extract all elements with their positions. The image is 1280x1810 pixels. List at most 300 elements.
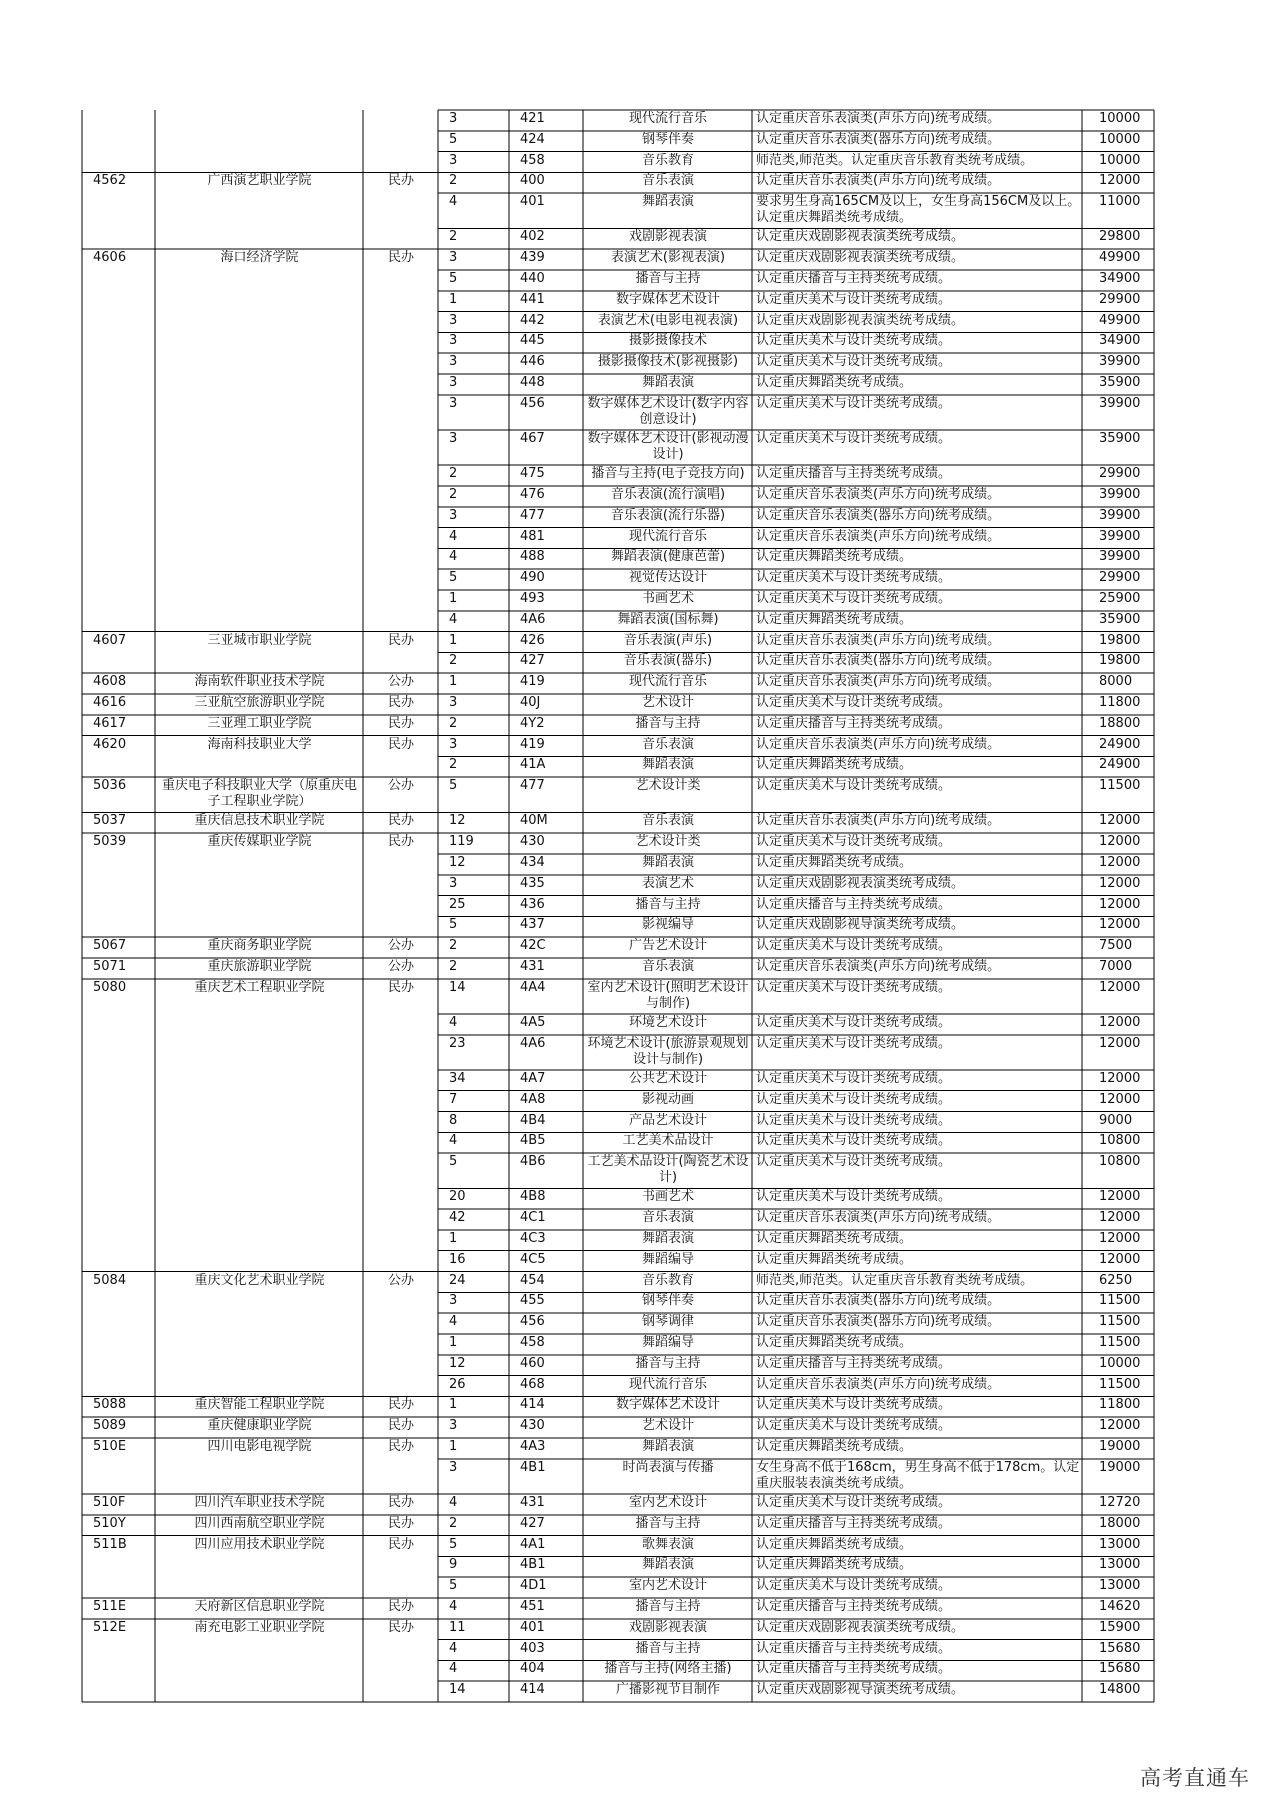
admission-note: 认定重庆戏剧影视表演类统考成绩。 xyxy=(756,875,965,891)
major-name: 舞蹈表演 xyxy=(641,757,694,773)
school-type: 民办 xyxy=(387,736,414,752)
tuition-fee: 12000 xyxy=(1099,1189,1141,1205)
plan-count: 2 xyxy=(449,757,458,773)
plan-count: 2 xyxy=(449,173,458,189)
tuition-fee: 12000 xyxy=(1099,173,1141,189)
admission-note: 认定重庆美术与设计类统考成绩。 xyxy=(756,1035,952,1051)
major-code: 41A xyxy=(520,757,546,773)
major-name: 舞蹈表演 xyxy=(641,1557,694,1573)
plan-count: 9 xyxy=(449,1557,458,1573)
plan-count: 3 xyxy=(449,1418,458,1434)
admission-note: 认定重庆美术与设计类统考成绩。 xyxy=(756,1578,952,1594)
plan-count: 2 xyxy=(449,466,458,482)
school-name: 广西演艺职业学院 xyxy=(207,173,312,189)
school-type: 民办 xyxy=(387,173,414,189)
plan-count: 1 xyxy=(449,1334,458,1350)
plan-count: 4 xyxy=(449,528,458,544)
major-code: 421 xyxy=(520,111,545,126)
tuition-fee: 49900 xyxy=(1099,250,1141,266)
school-code: 5089 xyxy=(93,1418,127,1434)
tuition-fee: 12000 xyxy=(1099,834,1141,850)
plan-count: 2 xyxy=(449,486,458,502)
major-name: 舞蹈表演 xyxy=(641,1230,694,1246)
tuition-fee: 19000 xyxy=(1099,1459,1141,1475)
school-code: 510F xyxy=(93,1494,126,1510)
school-type: 民办 xyxy=(387,813,414,829)
major-name: 室内艺术设计 xyxy=(628,1578,707,1594)
major-name: 音乐表演(流行演唱) xyxy=(610,486,726,502)
major-code: 458 xyxy=(520,1334,545,1350)
tuition-fee: 39900 xyxy=(1099,395,1141,411)
major-code: 4B6 xyxy=(520,1154,546,1170)
school-code: 4620 xyxy=(93,736,127,752)
major-name: 舞蹈表演 xyxy=(641,1438,694,1454)
school-type: 民办 xyxy=(387,1598,414,1614)
tuition-fee: 10800 xyxy=(1099,1133,1141,1149)
tuition-fee: 12000 xyxy=(1099,1418,1141,1434)
major-code: 477 xyxy=(520,778,545,794)
school-name: 重庆信息技术职业学院 xyxy=(194,813,325,829)
major-name: 影视动画 xyxy=(641,1091,694,1107)
major-code: 4C5 xyxy=(520,1251,546,1267)
tuition-fee: 14800 xyxy=(1099,1682,1141,1698)
school-type: 民办 xyxy=(387,694,414,710)
major-name: 戏剧影视表演 xyxy=(628,1619,707,1635)
major-name: 钢琴伴奏 xyxy=(641,131,694,147)
major-name: 工艺美术品设计(陶瓷艺术设计) xyxy=(587,1154,749,1186)
major-name: 播音与主持 xyxy=(635,1598,701,1614)
admission-note: 要求男生身高165CM及以上，女生身高156CM及以上。认定重庆舞蹈类统考成绩。 xyxy=(756,194,1081,226)
tuition-fee: 24900 xyxy=(1099,736,1141,752)
major-name: 艺术设计 xyxy=(641,1418,694,1434)
admission-note: 认定重庆戏剧影视表演类统考成绩。 xyxy=(756,1619,965,1635)
plan-count: 1 xyxy=(449,674,458,690)
school-code: 5080 xyxy=(93,979,127,995)
major-name: 室内艺术设计(照明艺术设计与制作) xyxy=(587,979,749,1011)
major-code: 490 xyxy=(520,570,545,586)
major-name: 广播影视节目制作 xyxy=(615,1682,720,1698)
admission-note: 认定重庆音乐表演类(声乐方向)统考成绩。 xyxy=(756,111,1001,126)
major-name: 产品艺术设计 xyxy=(628,1112,707,1128)
plan-count: 4 xyxy=(449,1661,458,1677)
tuition-fee: 15680 xyxy=(1099,1640,1141,1656)
tuition-fee: 12000 xyxy=(1099,1091,1141,1107)
plan-count: 4 xyxy=(449,549,458,565)
major-name: 公共艺术设计 xyxy=(628,1070,707,1086)
admission-note: 认定重庆美术与设计类统考成绩。 xyxy=(756,979,952,995)
major-code: 448 xyxy=(520,375,545,391)
major-code: 402 xyxy=(520,229,545,245)
plan-count: 14 xyxy=(449,1682,466,1698)
admission-note: 认定重庆音乐表演类(器乐方向)统考成绩。 xyxy=(756,131,1001,147)
major-code: 401 xyxy=(520,194,545,210)
school-type: 民办 xyxy=(387,715,414,731)
school-name: 重庆智能工程职业学院 xyxy=(194,1397,325,1413)
tuition-fee: 35900 xyxy=(1099,430,1141,446)
school-name: 重庆商务职业学院 xyxy=(207,938,312,954)
plan-count: 2 xyxy=(449,1515,458,1531)
tuition-fee: 11500 xyxy=(1099,778,1141,794)
plan-count: 5 xyxy=(449,778,458,794)
major-name: 表演艺术(电影电视表演) xyxy=(597,312,739,328)
major-code: 40M xyxy=(520,813,548,829)
major-code: 4A6 xyxy=(520,611,546,627)
admission-note: 认定重庆音乐表演类(器乐方向)统考成绩。 xyxy=(756,1293,1001,1309)
tuition-fee: 15680 xyxy=(1099,1661,1141,1677)
tuition-fee: 39900 xyxy=(1099,528,1141,544)
tuition-fee: 39900 xyxy=(1099,354,1141,370)
tuition-fee: 12720 xyxy=(1099,1494,1141,1510)
tuition-fee: 11500 xyxy=(1099,1293,1141,1309)
major-name: 环境艺术设计 xyxy=(628,1014,707,1030)
admission-note: 女生身高不低于168cm，男生身高不低于178cm。认定重庆服装表演类统考成绩。 xyxy=(756,1459,1080,1491)
major-name: 音乐表演 xyxy=(641,1210,694,1226)
major-code: 426 xyxy=(520,632,545,648)
admission-note: 认定重庆播音与主持类统考成绩。 xyxy=(756,466,952,482)
admission-note: 认定重庆美术与设计类统考成绩。 xyxy=(756,778,952,794)
school-type: 公办 xyxy=(387,938,414,954)
major-name: 表演艺术(影视表演) xyxy=(610,250,726,266)
tuition-fee: 13000 xyxy=(1099,1557,1141,1573)
major-name: 钢琴伴奏 xyxy=(641,1293,694,1309)
major-name: 现代流行音乐 xyxy=(628,528,707,544)
tuition-fee: 12000 xyxy=(1099,875,1141,891)
tuition-fee: 19800 xyxy=(1099,653,1141,669)
admission-note: 认定重庆播音与主持类统考成绩。 xyxy=(756,1515,952,1531)
plan-count: 1 xyxy=(449,1438,458,1454)
tuition-fee: 11500 xyxy=(1099,1376,1141,1392)
admission-note: 认定重庆美术与设计类统考成绩。 xyxy=(756,694,952,710)
tuition-fee: 12000 xyxy=(1099,854,1141,870)
major-name: 播音与主持 xyxy=(635,896,701,912)
tuition-fee: 29900 xyxy=(1099,291,1141,307)
school-type: 公办 xyxy=(387,1272,414,1288)
plan-count: 3 xyxy=(449,250,458,266)
school-code: 510E xyxy=(93,1438,127,1454)
major-code: 4Y2 xyxy=(520,715,545,731)
plan-count: 5 xyxy=(449,270,458,286)
major-name: 现代流行音乐 xyxy=(628,1376,707,1392)
plan-count: 12 xyxy=(449,1355,466,1371)
school-code xyxy=(83,111,155,131)
major-code: 4A3 xyxy=(520,1438,546,1454)
school-type: 民办 xyxy=(387,632,414,648)
admission-note: 认定重庆播音与主持类统考成绩。 xyxy=(756,1355,952,1371)
plan-count: 20 xyxy=(449,1189,466,1205)
major-code: 468 xyxy=(520,1376,545,1392)
tuition-fee: 39900 xyxy=(1099,549,1141,565)
admission-note: 认定重庆音乐表演类(器乐方向)统考成绩。 xyxy=(756,1314,1001,1330)
tuition-fee: 34900 xyxy=(1099,270,1141,286)
admission-note: 认定重庆舞蹈类统考成绩。 xyxy=(756,1438,913,1454)
school-name: 重庆旅游职业学院 xyxy=(207,959,312,974)
admission-note: 认定重庆美术与设计类统考成绩。 xyxy=(756,395,952,411)
school-type: 公办 xyxy=(387,674,414,690)
major-code: 476 xyxy=(520,486,545,502)
major-name: 摄影摄像技术(影视摄影) xyxy=(597,354,739,370)
school-code: 510Y xyxy=(93,1515,126,1531)
school-code: 4617 xyxy=(93,715,127,731)
major-name: 播音与主持 xyxy=(635,270,701,286)
school-type: 民办 xyxy=(387,1418,414,1434)
major-code: 4A7 xyxy=(520,1070,546,1086)
school-code: 4562 xyxy=(93,173,127,189)
school-code: 511E xyxy=(93,1598,127,1614)
tuition-fee: 39900 xyxy=(1099,507,1141,523)
school-name: 南充电影工业职业学院 xyxy=(194,1619,325,1635)
major-code: 441 xyxy=(520,291,545,307)
major-name: 音乐表演(声乐) xyxy=(623,632,713,648)
school-code: 5071 xyxy=(93,959,127,974)
major-name: 现代流行音乐 xyxy=(628,674,707,690)
plan-count: 14 xyxy=(449,979,466,995)
tuition-fee: 18800 xyxy=(1099,715,1141,731)
admission-note: 认定重庆音乐表演类(器乐方向)统考成绩。 xyxy=(756,653,1001,669)
admission-note: 认定重庆播音与主持类统考成绩。 xyxy=(756,270,952,286)
major-name: 音乐表演 xyxy=(641,173,694,189)
plan-count: 1 xyxy=(449,1397,458,1413)
admission-note: 认定重庆美术与设计类统考成绩。 xyxy=(756,1189,952,1205)
plan-count: 12 xyxy=(449,813,466,829)
major-code: 439 xyxy=(520,250,545,266)
admission-note: 认定重庆音乐表演类(声乐方向)统考成绩。 xyxy=(756,173,1001,189)
admission-note: 认定重庆戏剧影视表演类统考成绩。 xyxy=(756,312,965,328)
admission-note: 认定重庆舞蹈类统考成绩。 xyxy=(756,375,913,391)
major-name: 室内艺术设计 xyxy=(628,1494,707,1510)
tuition-fee: 10000 xyxy=(1099,1355,1141,1371)
tuition-fee: 11500 xyxy=(1099,1334,1141,1350)
admission-note: 认定重庆播音与主持类统考成绩。 xyxy=(756,1640,952,1656)
tuition-fee: 19800 xyxy=(1099,632,1141,648)
major-name: 时尚表演与传播 xyxy=(622,1459,714,1475)
plan-count: 12 xyxy=(449,854,466,870)
major-name: 播音与主持 xyxy=(635,1515,701,1531)
major-code: 451 xyxy=(520,1598,545,1614)
major-name: 数字媒体艺术设计 xyxy=(615,291,720,307)
tuition-fee: 12000 xyxy=(1099,917,1141,933)
admission-note: 认定重庆音乐表演类(声乐方向)统考成绩。 xyxy=(756,674,1001,690)
plan-count: 4 xyxy=(449,1598,458,1614)
major-code: 431 xyxy=(520,959,545,974)
major-name: 视觉传达设计 xyxy=(628,570,707,586)
major-code: 42C xyxy=(520,938,546,954)
school-name: 三亚理工职业学院 xyxy=(207,715,312,731)
school-type: 民办 xyxy=(387,1619,414,1635)
major-code: 435 xyxy=(520,875,545,891)
major-name: 书画艺术 xyxy=(641,590,694,606)
admission-note: 师范类,师范类。认定重庆音乐教育类统考成绩。 xyxy=(756,1272,1034,1288)
plan-count: 3 xyxy=(449,875,458,891)
major-name: 歌舞表演 xyxy=(641,1536,694,1552)
admission-note: 认定重庆美术与设计类统考成绩。 xyxy=(756,570,952,586)
major-code: 4A1 xyxy=(520,1536,546,1552)
major-name: 环境艺术设计(旅游景观规划设计与制作) xyxy=(587,1035,749,1067)
school-code: 512E xyxy=(93,1619,127,1635)
plan-count: 4 xyxy=(449,1640,458,1656)
major-code: 437 xyxy=(520,917,545,933)
admission-note: 认定重庆舞蹈类统考成绩。 xyxy=(756,1230,913,1246)
major-name: 音乐表演 xyxy=(641,813,694,829)
major-name: 音乐教育 xyxy=(641,1272,694,1288)
major-name: 舞蹈编导 xyxy=(641,1334,694,1350)
plan-count: 26 xyxy=(449,1376,466,1392)
tuition-fee: 13000 xyxy=(1099,1536,1141,1552)
plan-count: 4 xyxy=(449,611,458,627)
major-code: 446 xyxy=(520,354,545,370)
plan-count: 5 xyxy=(449,1578,458,1594)
admission-note: 认定重庆舞蹈类统考成绩。 xyxy=(756,1536,913,1552)
admission-note: 认定重庆美术与设计类统考成绩。 xyxy=(756,1112,952,1128)
tuition-fee: 10000 xyxy=(1099,131,1141,147)
tuition-fee: 29800 xyxy=(1099,229,1141,245)
admission-note: 认定重庆播音与主持类统考成绩。 xyxy=(756,896,952,912)
major-code: 4B5 xyxy=(520,1133,546,1149)
plan-count: 42 xyxy=(449,1210,466,1226)
major-code: 4B1 xyxy=(520,1459,546,1475)
major-code: 456 xyxy=(520,1314,545,1330)
school-type: 民办 xyxy=(387,1397,414,1413)
tuition-fee: 29900 xyxy=(1099,466,1141,482)
admission-note: 认定重庆美术与设计类统考成绩。 xyxy=(756,1091,952,1107)
tuition-fee: 12000 xyxy=(1099,1014,1141,1030)
major-name: 音乐教育 xyxy=(641,152,694,168)
tuition-fee: 11000 xyxy=(1099,194,1141,210)
major-name: 现代流行音乐 xyxy=(628,111,707,126)
tuition-fee: 14620 xyxy=(1099,1598,1141,1614)
major-name: 播音与主持(电子竞技方向) xyxy=(591,466,745,482)
school-name: 重庆传媒职业学院 xyxy=(207,834,312,850)
major-code: 414 xyxy=(520,1682,545,1698)
tuition-fee: 12000 xyxy=(1099,979,1141,995)
major-code: 4B1 xyxy=(520,1557,546,1573)
admission-note: 认定重庆美术与设计类统考成绩。 xyxy=(756,834,952,850)
major-code: 440 xyxy=(520,270,545,286)
school-name: 四川西南航空职业学院 xyxy=(194,1515,325,1531)
admission-note: 认定重庆美术与设计类统考成绩。 xyxy=(756,430,952,446)
school-type: 公办 xyxy=(387,959,414,974)
major-name: 钢琴调律 xyxy=(641,1314,694,1330)
major-code: 454 xyxy=(520,1272,545,1288)
plan-count: 4 xyxy=(449,1014,458,1030)
major-name: 数字媒体艺术设计(数字内容创意设计) xyxy=(587,395,749,427)
school-name: 重庆健康职业学院 xyxy=(207,1418,312,1434)
admission-note: 认定重庆音乐表演类(声乐方向)统考成绩。 xyxy=(756,736,1001,752)
school-type: 民办 xyxy=(387,1438,414,1454)
tuition-fee: 12000 xyxy=(1099,813,1141,829)
school-name: 四川汽车职业技术学院 xyxy=(194,1494,325,1510)
school-code: 5084 xyxy=(93,1272,127,1288)
major-code: 4A8 xyxy=(520,1091,546,1107)
major-code: 455 xyxy=(520,1293,545,1309)
admission-note: 认定重庆美术与设计类统考成绩。 xyxy=(756,354,952,370)
major-name: 音乐表演(流行乐器) xyxy=(610,507,726,523)
school-code: 5037 xyxy=(93,813,127,829)
plan-count: 3 xyxy=(449,395,458,411)
major-code: 430 xyxy=(520,1418,545,1434)
plan-count: 1 xyxy=(449,291,458,307)
major-code: 4C3 xyxy=(520,1230,546,1246)
admission-note: 认定重庆舞蹈类统考成绩。 xyxy=(756,1557,913,1573)
admission-note: 认定重庆戏剧影视表演类统考成绩。 xyxy=(756,250,965,266)
major-name: 表演艺术 xyxy=(641,875,694,891)
major-name: 数字媒体艺术设计(影视动漫设计) xyxy=(587,430,749,462)
admission-note: 认定重庆戏剧影视导演类统考成绩。 xyxy=(756,917,965,933)
major-code: 434 xyxy=(520,854,545,870)
admission-note: 认定重庆音乐表演类(声乐方向)统考成绩。 xyxy=(756,813,1001,829)
admission-note: 认定重庆美术与设计类统考成绩。 xyxy=(756,1494,952,1510)
major-code: 4A4 xyxy=(520,979,546,995)
major-name: 影视编导 xyxy=(641,917,694,933)
major-code: 430 xyxy=(520,834,545,850)
school-name xyxy=(156,111,363,152)
tuition-fee: 8000 xyxy=(1099,674,1133,690)
major-code: 436 xyxy=(520,896,545,912)
major-code: 458 xyxy=(520,152,545,168)
major-name: 播音与主持 xyxy=(635,1640,701,1656)
major-name: 舞蹈表演 xyxy=(641,194,694,210)
plan-count: 5 xyxy=(449,1536,458,1552)
major-code: 40J xyxy=(520,694,541,710)
plan-count: 3 xyxy=(449,430,458,446)
plan-count: 4 xyxy=(449,1133,458,1149)
tuition-fee: 12000 xyxy=(1099,1210,1141,1226)
tuition-fee: 25900 xyxy=(1099,590,1141,606)
admission-note: 认定重庆播音与主持类统考成绩。 xyxy=(756,1661,952,1677)
school-name: 三亚城市职业学院 xyxy=(207,632,312,648)
admission-note: 认定重庆戏剧影视表演类统考成绩。 xyxy=(756,229,965,245)
major-code: 414 xyxy=(520,1397,545,1413)
admission-note: 认定重庆美术与设计类统考成绩。 xyxy=(756,1070,952,1086)
plan-count: 5 xyxy=(449,570,458,586)
plan-count: 3 xyxy=(449,152,458,168)
major-code: 403 xyxy=(520,1640,545,1656)
plan-count: 3 xyxy=(449,694,458,710)
admission-note: 认定重庆美术与设计类统考成绩。 xyxy=(756,333,952,349)
plan-count: 1 xyxy=(449,632,458,648)
admission-note: 认定重庆音乐表演类(声乐方向)统考成绩。 xyxy=(756,486,1001,502)
major-code: 477 xyxy=(520,507,545,523)
tuition-fee: 35900 xyxy=(1099,375,1141,391)
plan-count: 2 xyxy=(449,938,458,954)
watermark: 高考直通车 xyxy=(1140,1766,1250,1790)
plan-count: 4 xyxy=(449,1314,458,1330)
tuition-fee: 19000 xyxy=(1099,1438,1141,1454)
admission-note: 认定重庆美术与设计类统考成绩。 xyxy=(756,1154,952,1170)
major-name: 舞蹈表演 xyxy=(641,854,694,870)
admission-note: 认定重庆舞蹈类统考成绩。 xyxy=(756,611,913,627)
school-type: 民办 xyxy=(387,1494,414,1510)
plan-count: 25 xyxy=(449,896,466,912)
plan-count: 3 xyxy=(449,736,458,752)
school-type: 民办 xyxy=(387,979,414,995)
major-code: 401 xyxy=(520,1619,545,1635)
admission-note: 认定重庆美术与设计类统考成绩。 xyxy=(756,1397,952,1413)
plan-count: 3 xyxy=(449,333,458,349)
plan-count: 1 xyxy=(449,1230,458,1246)
tuition-fee: 12000 xyxy=(1099,1070,1141,1086)
admission-note: 认定重庆舞蹈类统考成绩。 xyxy=(756,549,913,565)
major-name: 舞蹈表演 xyxy=(641,375,694,391)
tuition-fee: 35900 xyxy=(1099,611,1141,627)
major-name: 艺术设计类 xyxy=(635,778,701,794)
school-name: 四川应用技术职业学院 xyxy=(194,1536,325,1552)
school-type: 民办 xyxy=(387,1515,414,1531)
tuition-fee: 12000 xyxy=(1099,896,1141,912)
major-name: 工艺美术品设计 xyxy=(622,1133,714,1149)
school-name: 海口经济学院 xyxy=(220,250,299,266)
tuition-fee: 7500 xyxy=(1099,938,1133,954)
plan-count: 11 xyxy=(449,1619,466,1635)
